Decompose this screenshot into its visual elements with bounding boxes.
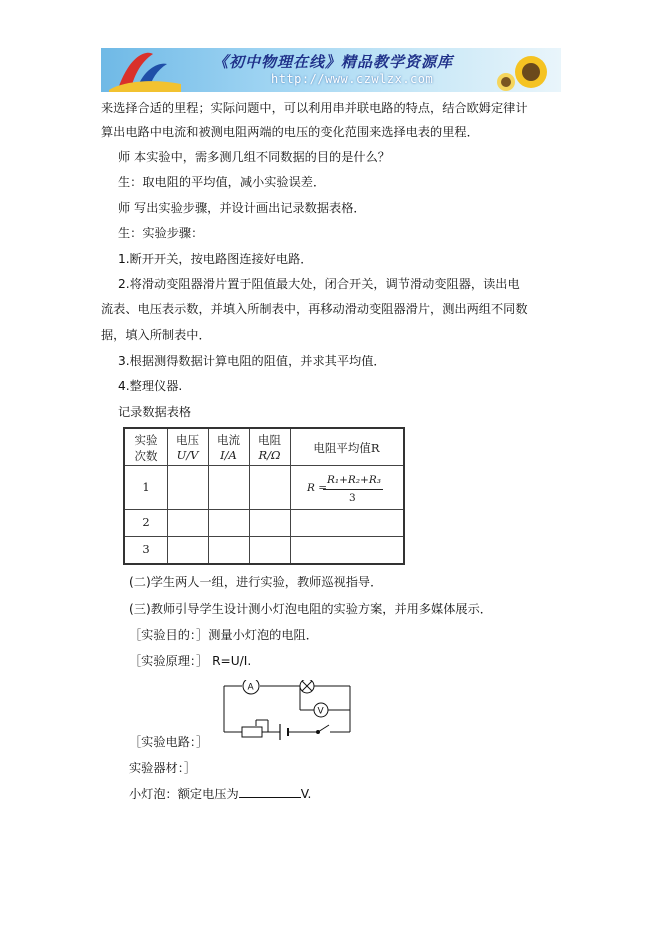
table-header-voltage: 电压 U/V [176, 433, 199, 462]
paragraph-line: ［实验电路：］ [129, 735, 209, 749]
table-header-average: 电阻平均值R [313, 441, 380, 455]
paragraph-line: 师 写出实验步骤，并设计画出记录数据表格． [118, 201, 366, 215]
logo-yellow-arc [109, 81, 181, 92]
table-row-label: 3 [142, 542, 150, 556]
paragraph-line: 流表、电压表示数，并填入所制表中，再移动滑动变阻器滑片，测出两组不同数 [101, 302, 528, 316]
paragraph-line: 来选择合适的里程；实际问题中，可以利用串并联电路的特点，结合欧姆定律计 [101, 101, 528, 115]
paragraph-line: (二)学生两人一组，进行实验，教师巡视指导． [129, 575, 383, 589]
paragraph-line: 师 本实验中，需多测几组不同数据的目的是什么？ [118, 150, 390, 164]
paragraph-line: 据，填入所制表中． [101, 328, 211, 342]
table-header-trial: 实验 次数 [134, 433, 158, 463]
ammeter-label: A [247, 682, 254, 693]
banner-title: 《初中物理在线》精品教学资源库 [213, 53, 454, 71]
rated-voltage-blank [239, 786, 301, 798]
banner-url: http://www.czwlzx.com [271, 72, 434, 86]
paragraph-line: 1.断开开关，按电路图连接好电路． [118, 252, 313, 266]
paragraph-line: ［实验目的：］测量小灯泡的电阻． [129, 628, 318, 642]
last-line [129, 785, 311, 802]
paragraph-line: 3.根据测得数据计算电阻的阻值，并求其平均值． [118, 354, 386, 368]
header-banner [101, 48, 561, 92]
paragraph-line: 生：取电阻的平均值，减小实验误差． [118, 175, 326, 189]
last-line-suffix: V. [300, 787, 312, 801]
sunflower-icon [515, 56, 547, 88]
voltmeter-label: V [317, 706, 324, 717]
rheostat-icon [242, 727, 262, 737]
paragraph-line: 2.将滑动变阻器滑片置于阻值最大处，闭合开关，调节滑动变阻器，读出电 [118, 277, 520, 291]
last-line-prefix: 小灯泡：额定电压为 [129, 787, 239, 801]
paragraph-line: 4.整理仪器. [118, 379, 183, 393]
paragraph-line: 生：实验步骤： [118, 226, 204, 240]
paragraph-line: ［实验原理：］ R=U/I. [129, 654, 252, 668]
table-row-label: 1 [142, 480, 150, 494]
circuit-diagram [216, 680, 356, 742]
paragraph-line: 记录数据表格 [118, 405, 192, 419]
table-header-resistance: 电阻 R/Ω [258, 433, 281, 462]
paragraph-line: 实验器材：］ [129, 761, 197, 775]
paragraph-line: (三)教师引导学生设计测小灯泡电阻的实验方案，并用多媒体展示． [129, 602, 492, 616]
table-header-current: 电流 I/A [217, 433, 240, 462]
data-record-table: 实验 次数 电压 U/V 电流 I/A 电阻 R/Ω 电阻平均值R 1 2 3 R = R₁+R₂+R₃ 3 [123, 427, 405, 565]
paragraph-line: 算出电路中电流和被测电阻两端的电压的变化范围来选择电表的里程． [101, 125, 479, 139]
table-row-label: 2 [142, 515, 150, 529]
